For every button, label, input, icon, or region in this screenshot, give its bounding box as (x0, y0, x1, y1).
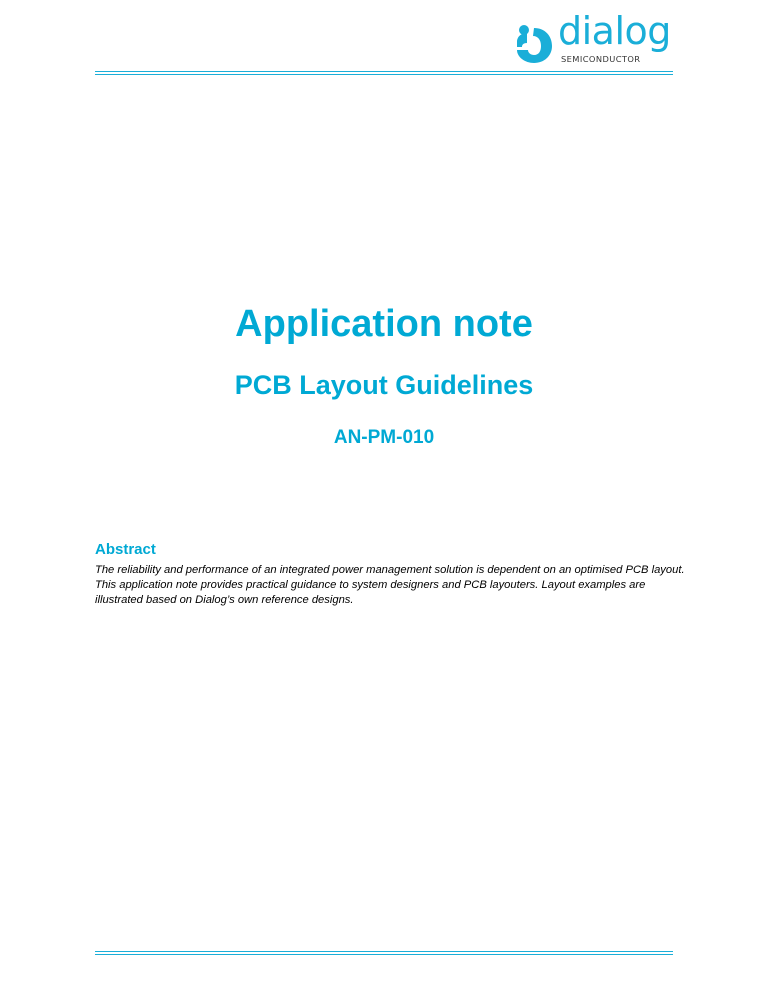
document-title: Application note (235, 303, 533, 345)
document-subtitle: PCB Layout Guidelines (234, 370, 534, 400)
dialog-logo-icon (514, 24, 554, 64)
logo-tagline: SEMICONDUCTOR (561, 54, 641, 64)
footer-rule-bottom (95, 954, 673, 955)
company-logo (514, 9, 676, 68)
abstract-heading: Abstract (95, 541, 156, 558)
header-rule-top (95, 71, 673, 72)
document-number: AN-PM-010 (333, 427, 435, 448)
abstract-body: The reliability and performance of an integrated power management solution is dependent on an optimised PCB layout. This application note provides practical guidance to system designers and PCB layouters. Layout examples are illustrated based on Dialog’s own reference designs. (95, 564, 685, 606)
header-rule-bottom (95, 74, 673, 75)
footer-rule-top (95, 951, 673, 952)
logo-wordmark: dialog (558, 9, 671, 53)
